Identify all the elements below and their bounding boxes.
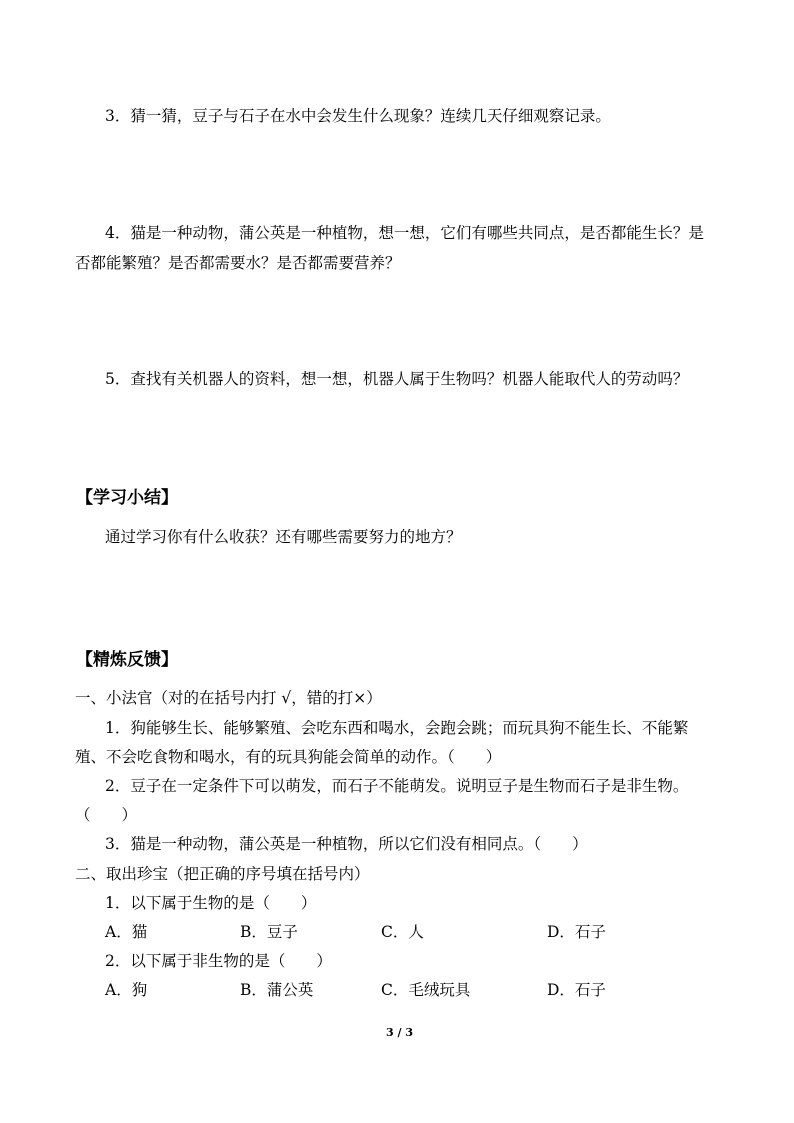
choice-1-option-d: D．石子 [547,923,606,941]
choice-2-option-a: A．狗 [105,981,148,999]
question-4-line-2: 否都能繁殖？是否都需要水？是否都需要营养？ [75,254,401,272]
part-2-title: 二、取出珍宝（把正确的序号填在括号内） [75,865,370,883]
summary-heading: 【学习小结】 [76,488,178,508]
feedback-heading: 【精炼反馈】 [76,650,178,670]
choice-2-option-c: C．毛绒玩具 [381,981,471,999]
summary-prompt: 通过学习你有什么收获？还有哪些需要努力的地方？ [105,528,462,546]
judge-item-1-line-1: 1．狗能够生长、能够繁殖、会吃东西和喝水，会跑会跳；而玩具狗不能生长、不能繁 [105,719,689,737]
judge-item-1-line-2: 殖、不会吃食物和喝水，有的玩具狗能会简单的动作。（ ） [75,748,502,766]
choice-question-2: 2．以下属于非生物的是（ ） [105,952,332,970]
choice-2-option-d: D．石子 [547,981,606,999]
question-3: 3．猜一猜，豆子与石子在水中会发生什么现象？连续几天仔细观察记录。 [105,107,611,125]
question-5: 5．查找有关机器人的资料，想一想，机器人属于生物吗？机器人能取代人的劳动吗？ [105,370,689,388]
choice-1-option-c: C．人 [381,923,424,941]
question-4-line-1: 4．猫是一种动物，蒲公英是一种植物，想一想，它们有哪些共同点，是否都能生长？是 [105,224,704,242]
part-1-title: 一、小法官（对的在括号内打 √，错的打×） [75,689,382,707]
page-number: 3 / 3 [386,1026,413,1039]
choice-1-option-b: B．豆子 [240,923,298,941]
choice-question-1: 1．以下属于生物的是（ ） [105,894,317,912]
judge-item-3: 3．猫是一种动物，蒲公英是一种植物，所以它们没有相同点。（ ） [105,835,588,853]
choice-2-option-b: B．蒲公英 [240,981,314,999]
judge-item-2-line-2: （ ） [75,806,138,824]
choice-1-option-a: A．猫 [105,923,148,941]
judge-item-2-line-1: 2．豆子在一定条件下可以萌发，而石子不能萌发。说明豆子是生物而石子是非生物。 [105,777,689,795]
